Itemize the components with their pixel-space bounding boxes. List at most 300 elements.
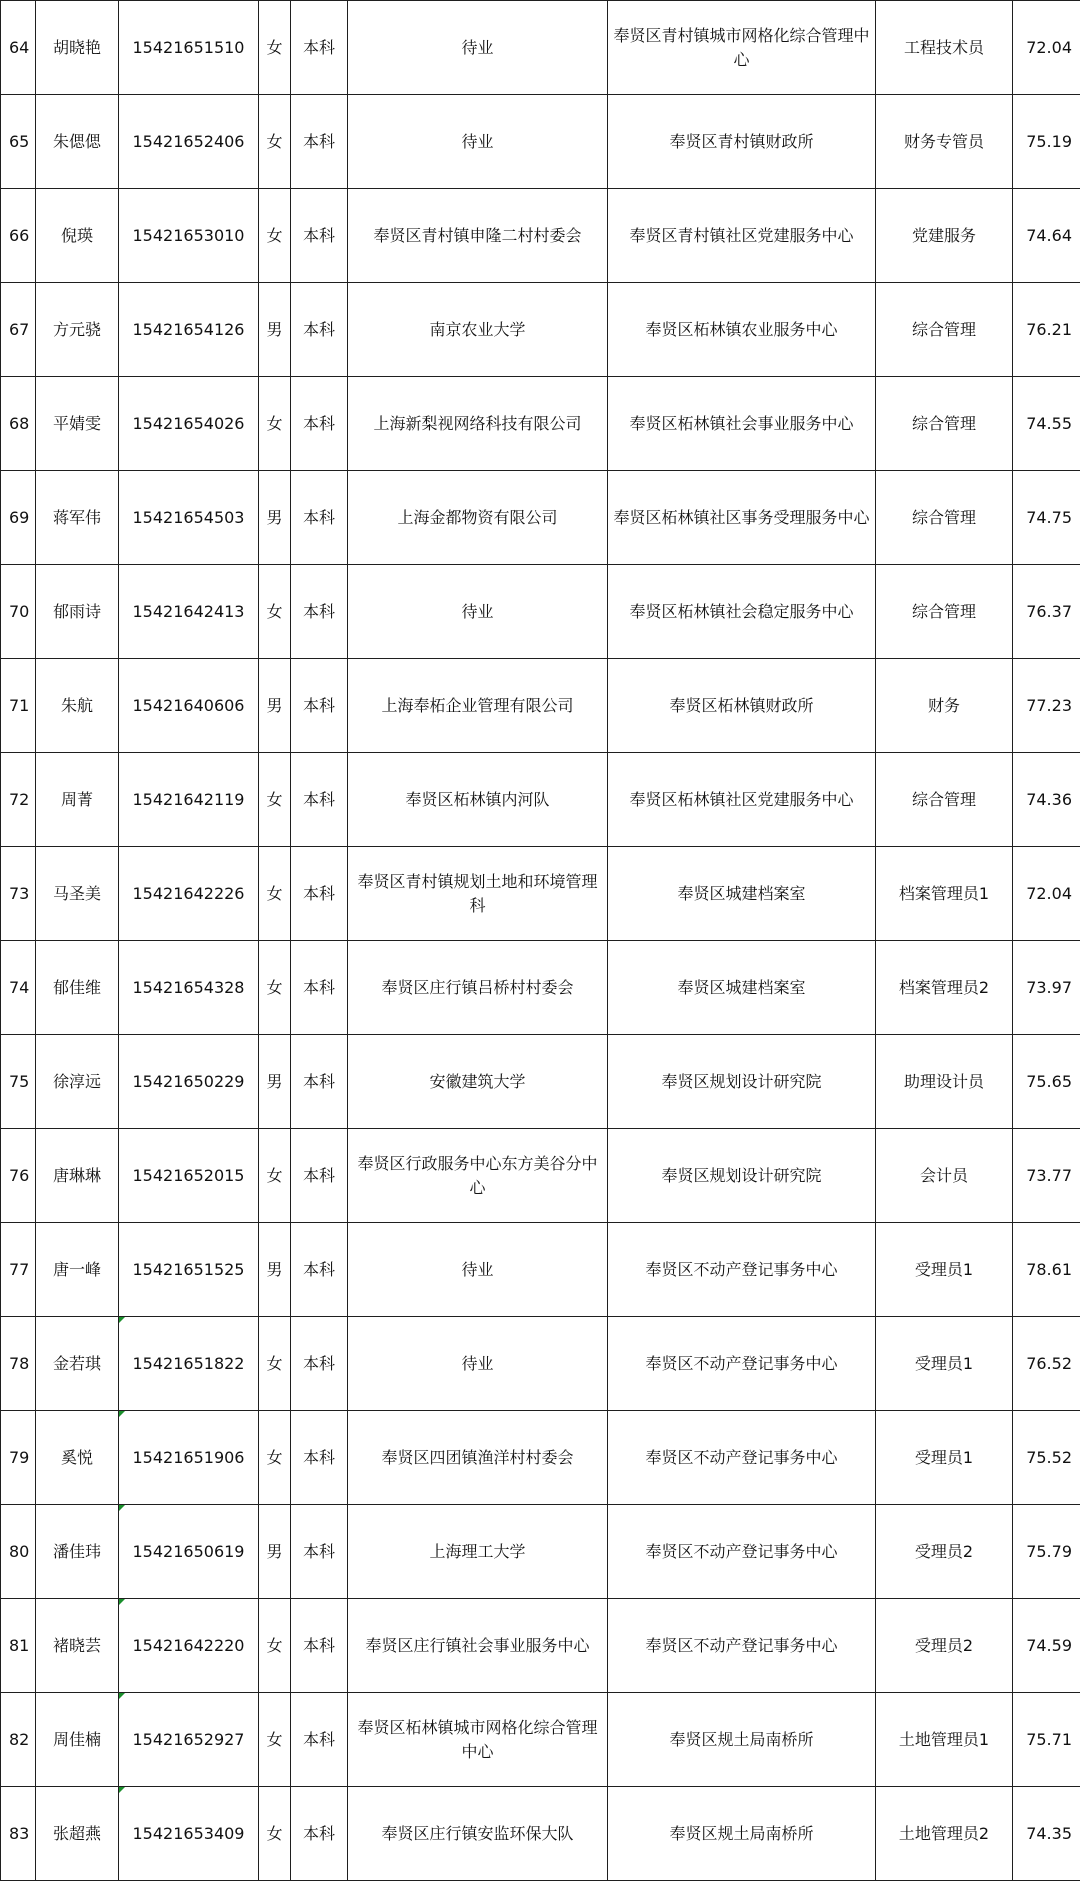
cell-origin-unit[interactable] (348, 1505, 608, 1599)
cell-number[interactable] (1, 847, 36, 941)
cell-education-text: 本科 (302, 1165, 335, 1185)
cell-position[interactable] (876, 377, 1013, 471)
cell-exam-id[interactable] (119, 1411, 259, 1505)
cell-comment-marker-icon (119, 1411, 125, 1417)
cell-score[interactable] (1013, 1317, 1080, 1411)
cell-position[interactable] (876, 659, 1013, 753)
cell-score-text: 72.04 (1026, 37, 1072, 57)
table-row (1, 1035, 1080, 1129)
cell-score-text: 73.97 (1026, 977, 1072, 997)
cell-target-unit[interactable] (608, 1693, 876, 1787)
cell-exam-id[interactable] (119, 565, 259, 659)
cell-score-text: 74.55 (1026, 413, 1072, 433)
table-row (1, 189, 1080, 283)
cell-score[interactable] (1013, 471, 1080, 565)
cell-gender[interactable] (259, 1787, 291, 1881)
cell-position-text: 综合管理 (911, 413, 976, 433)
cell-target-unit[interactable] (608, 283, 876, 377)
cell-gender[interactable] (259, 1317, 291, 1411)
cell-education[interactable] (291, 1693, 348, 1787)
table-row (1, 1693, 1080, 1787)
table-body (1, 1, 1080, 1881)
cell-name-text: 倪瑛 (60, 225, 93, 245)
cell-target-unit[interactable] (608, 1035, 876, 1129)
cell-exam-id-text: 15421652927 (132, 1729, 245, 1749)
cell-score[interactable] (1013, 1505, 1080, 1599)
cell-name[interactable] (36, 471, 119, 565)
cell-education-text: 本科 (302, 1635, 335, 1655)
cell-position[interactable] (876, 1, 1013, 95)
cell-number[interactable] (1, 1317, 36, 1411)
cell-position[interactable] (876, 1317, 1013, 1411)
cell-exam-id[interactable] (119, 1, 259, 95)
cell-name[interactable] (36, 1129, 119, 1223)
cell-origin-unit[interactable] (348, 1787, 608, 1881)
cell-score[interactable] (1013, 1129, 1080, 1223)
cell-score-text: 75.19 (1026, 131, 1072, 151)
cell-position[interactable] (876, 95, 1013, 189)
cell-gender[interactable] (259, 565, 291, 659)
cell-position[interactable] (876, 941, 1013, 1035)
cell-origin-unit[interactable] (348, 941, 608, 1035)
cell-number-text: 66 (9, 225, 30, 245)
cell-name[interactable] (36, 1223, 119, 1317)
cell-exam-id[interactable] (119, 847, 259, 941)
cell-score[interactable] (1013, 847, 1080, 941)
cell-target-unit[interactable] (608, 847, 876, 941)
cell-origin-unit[interactable] (348, 1035, 608, 1129)
cell-target-unit[interactable] (608, 95, 876, 189)
cell-origin-unit[interactable] (348, 95, 608, 189)
cell-name[interactable] (36, 847, 119, 941)
cell-position[interactable] (876, 189, 1013, 283)
cell-position[interactable] (876, 565, 1013, 659)
cell-score-text: 75.65 (1026, 1071, 1072, 1091)
cell-position[interactable] (876, 1129, 1013, 1223)
cell-name-text: 徐淳远 (52, 1071, 101, 1091)
cell-education[interactable] (291, 1035, 348, 1129)
cell-number-text: 79 (9, 1447, 30, 1467)
cell-gender[interactable] (259, 941, 291, 1035)
cell-score[interactable] (1013, 1787, 1080, 1881)
cell-number[interactable] (1, 941, 36, 1035)
cell-education[interactable] (291, 283, 348, 377)
cell-target-unit[interactable] (608, 377, 876, 471)
cell-score[interactable] (1013, 283, 1080, 377)
cell-target-unit[interactable] (608, 565, 876, 659)
cell-education[interactable] (291, 753, 348, 847)
cell-number[interactable] (1, 1787, 36, 1881)
cell-number-text: 74 (9, 977, 30, 997)
cell-education-text: 本科 (302, 1447, 335, 1467)
cell-target-unit-text: 奉贤区柘林镇财政所 (669, 695, 814, 715)
cell-gender-text: 女 (266, 883, 283, 903)
cell-education-text: 本科 (302, 695, 335, 715)
cell-number[interactable] (1, 377, 36, 471)
cell-score-text: 76.37 (1026, 601, 1072, 621)
cell-score-text: 76.21 (1026, 319, 1072, 339)
cell-target-unit[interactable] (608, 189, 876, 283)
cell-target-unit[interactable] (608, 1129, 876, 1223)
cell-score-text: 75.71 (1026, 1729, 1072, 1749)
table-row (1, 1505, 1080, 1599)
cell-number-text: 77 (9, 1259, 30, 1279)
cell-name[interactable] (36, 1411, 119, 1505)
cell-origin-unit-text: 奉贤区行政服务中心东方美谷分中心 (357, 1153, 598, 1197)
cell-exam-id[interactable] (119, 471, 259, 565)
cell-position-text: 土地管理员2 (898, 1823, 990, 1843)
cell-gender[interactable] (259, 189, 291, 283)
cell-gender-text: 男 (266, 507, 283, 527)
cell-name[interactable] (36, 1693, 119, 1787)
cell-position[interactable] (876, 1693, 1013, 1787)
cell-education[interactable] (291, 659, 348, 753)
cell-education[interactable] (291, 1317, 348, 1411)
cell-exam-id-text: 15421651906 (132, 1447, 245, 1467)
cell-education[interactable] (291, 1, 348, 95)
table-row (1, 1, 1080, 95)
cell-target-unit-text: 奉贤区不动产登记事务中心 (645, 1259, 838, 1279)
cell-target-unit[interactable] (608, 1, 876, 95)
cell-exam-id-text: 15421654126 (132, 319, 245, 339)
cell-exam-id-text: 15421651510 (132, 37, 245, 57)
cell-exam-id[interactable] (119, 1505, 259, 1599)
cell-score-text: 74.59 (1026, 1635, 1072, 1655)
cell-gender-text: 男 (266, 1541, 283, 1561)
cell-origin-unit[interactable] (348, 1223, 608, 1317)
cell-gender-text: 男 (266, 1259, 283, 1279)
cell-origin-unit[interactable] (348, 1317, 608, 1411)
cell-target-unit-text: 奉贤区青村镇城市网格化综合管理中心 (613, 25, 870, 69)
cell-education-text: 本科 (302, 413, 335, 433)
cell-education-text: 本科 (302, 601, 335, 621)
cell-name-text: 唐琳琳 (52, 1165, 101, 1185)
cell-gender[interactable] (259, 847, 291, 941)
cell-name-text: 朱偲偲 (52, 131, 101, 151)
cell-score-text: 75.52 (1026, 1447, 1072, 1467)
cell-target-unit-text: 奉贤区柘林镇社会事业服务中心 (629, 413, 854, 433)
cell-education-text: 本科 (302, 789, 335, 809)
cell-score-text: 74.36 (1026, 789, 1072, 809)
cell-target-unit[interactable] (608, 1411, 876, 1505)
cell-origin-unit[interactable] (348, 1693, 608, 1787)
cell-number[interactable] (1, 471, 36, 565)
cell-name[interactable] (36, 565, 119, 659)
cell-exam-id[interactable] (119, 1787, 259, 1881)
cell-origin-unit[interactable] (348, 1, 608, 95)
cell-origin-unit[interactable] (348, 659, 608, 753)
cell-position-text: 受理员2 (914, 1541, 974, 1561)
cell-position-text: 助理设计员 (903, 1071, 984, 1091)
cell-number[interactable] (1, 1, 36, 95)
cell-exam-id-text: 15421654026 (132, 413, 245, 433)
cell-position[interactable] (876, 1599, 1013, 1693)
cell-number[interactable] (1, 283, 36, 377)
cell-exam-id[interactable] (119, 189, 259, 283)
cell-origin-unit[interactable] (348, 753, 608, 847)
cell-exam-id[interactable] (119, 753, 259, 847)
cell-position-text: 档案管理员1 (898, 883, 990, 903)
cell-name[interactable] (36, 283, 119, 377)
cell-number[interactable] (1, 1223, 36, 1317)
cell-education[interactable] (291, 1505, 348, 1599)
cell-position[interactable] (876, 1787, 1013, 1881)
cell-education[interactable] (291, 1787, 348, 1881)
cell-origin-unit-text: 待业 (461, 601, 494, 621)
cell-name[interactable] (36, 1599, 119, 1693)
cell-education-text: 本科 (302, 1729, 335, 1749)
cell-position[interactable] (876, 847, 1013, 941)
cell-number-text: 73 (9, 883, 30, 903)
cell-position-text: 受理员1 (914, 1353, 974, 1373)
cell-target-unit[interactable] (608, 1223, 876, 1317)
cell-target-unit[interactable] (608, 471, 876, 565)
table-row (1, 753, 1080, 847)
cell-target-unit-text: 奉贤区规划设计研究院 (661, 1165, 822, 1185)
cell-exam-id-text: 15421651525 (132, 1259, 245, 1279)
cell-score[interactable] (1013, 565, 1080, 659)
cell-number[interactable] (1, 1129, 36, 1223)
cell-target-unit[interactable] (608, 753, 876, 847)
table-row (1, 847, 1080, 941)
cell-number-text: 68 (9, 413, 30, 433)
cell-education[interactable] (291, 1599, 348, 1693)
cell-education[interactable] (291, 471, 348, 565)
cell-target-unit-text: 奉贤区青村镇财政所 (669, 131, 814, 151)
cell-gender[interactable] (259, 95, 291, 189)
cell-target-unit[interactable] (608, 1599, 876, 1693)
cell-target-unit[interactable] (608, 659, 876, 753)
cell-name-text: 郁佳维 (52, 977, 101, 997)
cell-origin-unit[interactable] (348, 1129, 608, 1223)
cell-position[interactable] (876, 283, 1013, 377)
cell-exam-id[interactable] (119, 941, 259, 1035)
cell-position-text: 综合管理 (911, 319, 976, 339)
cell-name[interactable] (36, 1787, 119, 1881)
cell-origin-unit[interactable] (348, 1599, 608, 1693)
cell-target-unit-text: 奉贤区城建档案室 (677, 977, 806, 997)
cell-score[interactable] (1013, 189, 1080, 283)
cell-score[interactable] (1013, 1035, 1080, 1129)
cell-gender-text: 女 (266, 1823, 283, 1843)
cell-education[interactable] (291, 377, 348, 471)
cell-exam-id[interactable] (119, 95, 259, 189)
cell-position[interactable] (876, 1505, 1013, 1599)
cell-gender[interactable] (259, 471, 291, 565)
cell-score[interactable] (1013, 753, 1080, 847)
cell-origin-unit-text: 奉贤区青村镇申隆二村村委会 (373, 225, 582, 245)
cell-exam-id-text: 15421642119 (132, 789, 245, 809)
cell-gender[interactable] (259, 659, 291, 753)
cell-name-text: 金若琪 (52, 1353, 101, 1373)
cell-exam-id-text: 15421652015 (132, 1165, 245, 1185)
cell-name[interactable] (36, 1505, 119, 1599)
cell-name[interactable] (36, 377, 119, 471)
cell-gender[interactable] (259, 1505, 291, 1599)
cell-origin-unit-text: 待业 (461, 131, 494, 151)
cell-position[interactable] (876, 1411, 1013, 1505)
cell-gender[interactable] (259, 377, 291, 471)
cell-exam-id[interactable] (119, 1223, 259, 1317)
cell-score[interactable] (1013, 1599, 1080, 1693)
cell-exam-id-text: 15421640606 (132, 695, 245, 715)
cell-exam-id[interactable] (119, 1129, 259, 1223)
cell-comment-marker-icon (119, 1599, 125, 1605)
cell-target-unit-text: 奉贤区柘林镇社会稳定服务中心 (629, 601, 854, 621)
table-row (1, 659, 1080, 753)
cell-origin-unit[interactable] (348, 189, 608, 283)
cell-origin-unit-text: 奉贤区柘林镇内河队 (405, 789, 550, 809)
cell-target-unit-text: 奉贤区不动产登记事务中心 (645, 1635, 838, 1655)
cell-target-unit[interactable] (608, 1317, 876, 1411)
cell-number[interactable] (1, 1599, 36, 1693)
cell-exam-id-text: 15421642220 (132, 1635, 245, 1655)
cell-number[interactable] (1, 1693, 36, 1787)
cell-position-text: 工程技术员 (903, 37, 984, 57)
cell-gender[interactable] (259, 753, 291, 847)
cell-number[interactable] (1, 659, 36, 753)
cell-name[interactable] (36, 1035, 119, 1129)
cell-gender[interactable] (259, 1599, 291, 1693)
cell-target-unit[interactable] (608, 1505, 876, 1599)
cell-name[interactable] (36, 753, 119, 847)
cell-gender[interactable] (259, 283, 291, 377)
table-row (1, 565, 1080, 659)
cell-number-text: 69 (9, 507, 30, 527)
cell-gender[interactable] (259, 1, 291, 95)
cell-number[interactable] (1, 753, 36, 847)
cell-target-unit-text: 奉贤区青村镇社区党建服务中心 (629, 225, 854, 245)
cell-name[interactable] (36, 659, 119, 753)
cell-number[interactable] (1, 95, 36, 189)
cell-education[interactable] (291, 1411, 348, 1505)
cell-number[interactable] (1, 565, 36, 659)
cell-origin-unit-text: 奉贤区青村镇规划土地和环境管理科 (357, 871, 598, 915)
cell-origin-unit-text: 待业 (461, 1353, 494, 1373)
cell-position[interactable] (876, 1035, 1013, 1129)
cell-education-text: 本科 (302, 1259, 335, 1279)
cell-origin-unit[interactable] (348, 1411, 608, 1505)
cell-name-text: 蒋军伟 (52, 507, 101, 527)
cell-gender[interactable] (259, 1693, 291, 1787)
cell-education[interactable] (291, 95, 348, 189)
cell-name-text: 方元骁 (52, 319, 101, 339)
cell-target-unit-text: 奉贤区不动产登记事务中心 (645, 1353, 838, 1373)
cell-gender-text: 男 (266, 1071, 283, 1091)
cell-target-unit[interactable] (608, 941, 876, 1035)
cell-score[interactable] (1013, 659, 1080, 753)
cell-education[interactable] (291, 1223, 348, 1317)
cell-number[interactable] (1, 1411, 36, 1505)
cell-name-text: 唐一峰 (52, 1259, 101, 1279)
cell-position-text: 土地管理员1 (898, 1729, 990, 1749)
cell-name[interactable] (36, 95, 119, 189)
cell-origin-unit[interactable] (348, 283, 608, 377)
table-row (1, 1599, 1080, 1693)
cell-origin-unit[interactable] (348, 847, 608, 941)
cell-target-unit[interactable] (608, 1787, 876, 1881)
cell-score[interactable] (1013, 1, 1080, 95)
cell-score-text: 77.23 (1026, 695, 1072, 715)
cell-number[interactable] (1, 189, 36, 283)
cell-name-text: 周菁 (60, 789, 93, 809)
cell-gender-text: 女 (266, 1447, 283, 1467)
cell-education[interactable] (291, 847, 348, 941)
cell-origin-unit[interactable] (348, 377, 608, 471)
cell-number[interactable] (1, 1035, 36, 1129)
cell-education[interactable] (291, 941, 348, 1035)
cell-education-text: 本科 (302, 977, 335, 997)
cell-gender[interactable] (259, 1411, 291, 1505)
cell-score-text: 78.61 (1026, 1259, 1072, 1279)
cell-score[interactable] (1013, 1411, 1080, 1505)
cell-exam-id[interactable] (119, 1693, 259, 1787)
cell-number-text: 82 (9, 1729, 30, 1749)
cell-number-text: 65 (9, 131, 30, 151)
cell-origin-unit[interactable] (348, 565, 608, 659)
cell-exam-id-text: 15421642413 (132, 601, 245, 621)
cell-number[interactable] (1, 1505, 36, 1599)
cell-origin-unit-text: 待业 (461, 37, 494, 57)
cell-name[interactable] (36, 1317, 119, 1411)
cell-name[interactable] (36, 1, 119, 95)
cell-gender[interactable] (259, 1129, 291, 1223)
cell-name[interactable] (36, 189, 119, 283)
cell-exam-id-text: 15421651822 (132, 1353, 245, 1373)
cell-education-text: 本科 (302, 225, 335, 245)
cell-exam-id[interactable] (119, 377, 259, 471)
cell-number-text: 72 (9, 789, 30, 809)
cell-target-unit-text: 奉贤区城建档案室 (677, 883, 806, 903)
cell-exam-id[interactable] (119, 1035, 259, 1129)
cell-gender-text: 女 (266, 977, 283, 997)
cell-position-text: 受理员2 (914, 1635, 974, 1655)
cell-position[interactable] (876, 753, 1013, 847)
cell-education-text: 本科 (302, 1071, 335, 1091)
cell-position-text: 受理员1 (914, 1259, 974, 1279)
table-row (1, 1317, 1080, 1411)
cell-education[interactable] (291, 189, 348, 283)
cell-gender[interactable] (259, 1223, 291, 1317)
cell-exam-id-text: 15421652406 (132, 131, 245, 151)
cell-position[interactable] (876, 1223, 1013, 1317)
cell-name-text: 奚悦 (60, 1447, 93, 1467)
cell-exam-id[interactable] (119, 1599, 259, 1693)
cell-exam-id[interactable] (119, 1317, 259, 1411)
cell-score[interactable] (1013, 1693, 1080, 1787)
cell-gender-text: 女 (266, 225, 283, 245)
cell-score[interactable] (1013, 377, 1080, 471)
table-row (1, 471, 1080, 565)
cell-score[interactable] (1013, 941, 1080, 1035)
cell-exam-id[interactable] (119, 283, 259, 377)
cell-origin-unit-text: 待业 (461, 1259, 494, 1279)
cell-exam-id-text: 15421650229 (132, 1071, 245, 1091)
cell-education[interactable] (291, 1129, 348, 1223)
cell-position-text: 档案管理员2 (898, 977, 990, 997)
cell-exam-id[interactable] (119, 659, 259, 753)
cell-position[interactable] (876, 471, 1013, 565)
cell-gender[interactable] (259, 1035, 291, 1129)
cell-origin-unit[interactable] (348, 471, 608, 565)
cell-score[interactable] (1013, 1223, 1080, 1317)
cell-score[interactable] (1013, 95, 1080, 189)
cell-education[interactable] (291, 565, 348, 659)
cell-number-text: 75 (9, 1071, 30, 1091)
cell-comment-marker-icon (119, 1505, 125, 1511)
table-row (1, 1223, 1080, 1317)
cell-name[interactable] (36, 941, 119, 1035)
